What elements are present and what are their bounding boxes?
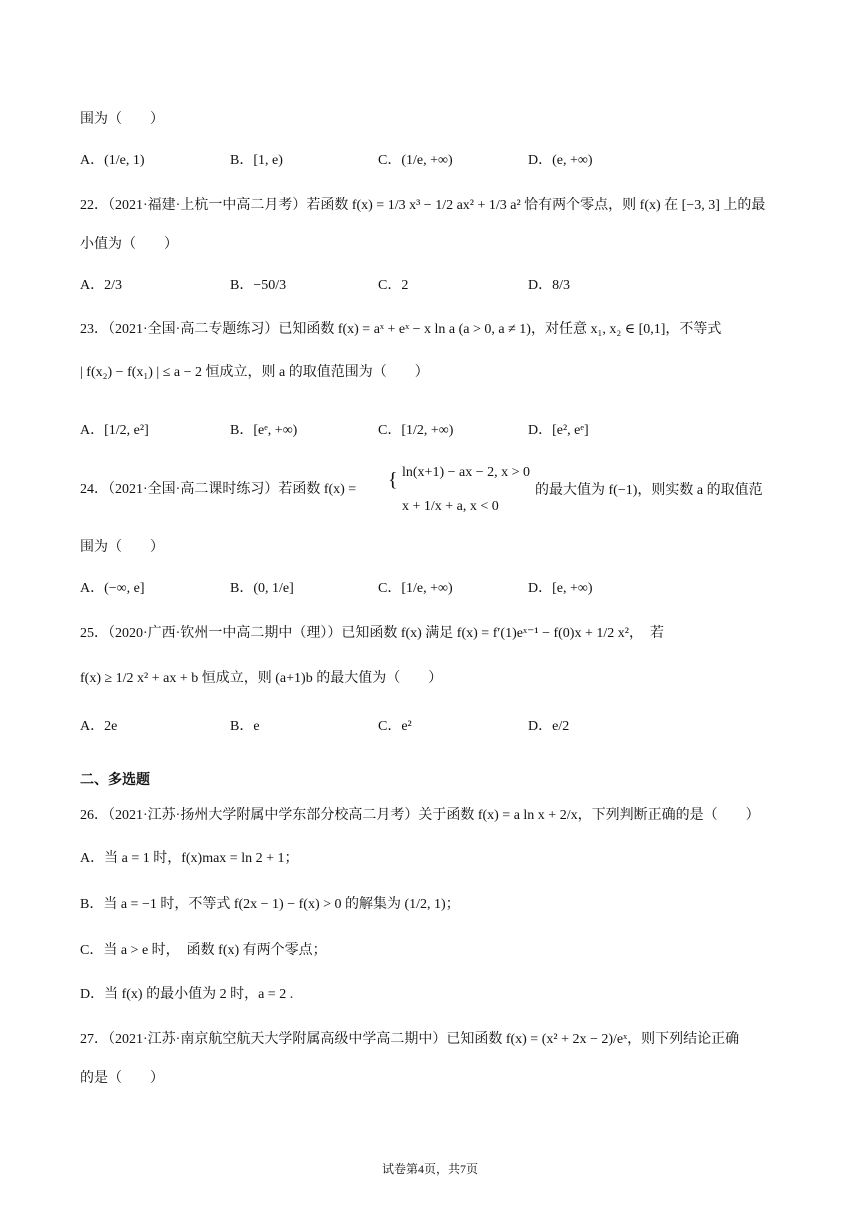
q25-option-b: B．e — [230, 719, 260, 734]
q24-option-c: C．[1/e, +∞) — [378, 581, 453, 596]
q23-option-d: D．[e², eᵉ] — [528, 423, 589, 438]
q21-continuation: 围为（ ） — [80, 112, 164, 127]
q22-option-c: C．2 — [378, 278, 409, 293]
q24-option-d: D．[e, +∞) — [528, 581, 593, 596]
q23-option-c: C．[1/2, +∞) — [378, 423, 454, 438]
q22-option-a: A．2/3 — [80, 278, 122, 293]
section-heading-multi-choice: 二、多选题 — [80, 773, 150, 788]
q24-option-b: B．(0, 1/e] — [230, 581, 294, 596]
q24-suffix: 的最大值为 f(−1)，则实数 a 的取值范 — [535, 483, 763, 498]
q22-option-d: D．8/3 — [528, 278, 570, 293]
q26-option-d: D．当 f(x) 的最小值为 2 时，a = 2 . — [80, 987, 294, 1002]
q22-option-b: B．−50/3 — [230, 278, 287, 293]
q25-stem-cont: f(x) ≥ 1/2 x² + ax + b 恒成立，则 (a+1)b 的最大值为（ ） — [80, 671, 443, 686]
q27-stem: 27．（2021·江苏·南京航空航天大学附属高级中学高二期中）已知函数 f(x) = (x² + 2x − 2)/eˣ，则下列结论正确 — [80, 1032, 740, 1047]
q21-option-a: A．(1/e, 1) — [80, 153, 145, 168]
q23-stem-cont: | f(x₂) − f(x₁) | ≤ a − 2 恒成立，则 a 的取值范围为（ ） — [80, 365, 429, 380]
q25-stem: 25．（2020·广西·钦州一中高二期中（理））已知函数 f(x) 满足 f(x) = f′(1)eˣ⁻¹ − f(0)x + 1/2 x²， 若 — [80, 626, 664, 641]
q24-stem — [80, 480, 356, 500]
q21-option-b: B．[1, e) — [230, 153, 283, 168]
q26-stem: 26．（2021·江苏·扬州大学附属中学东部分校高二月考）关于函数 f(x) = a ln x + 2/x，下列判断正确的是（ ） — [80, 808, 760, 823]
q23-stem: 23．（2021·全国·高二专题练习）已知函数 f(x) = aˣ + eˣ − x ln a (a > 0, a ≠ 1)，对任意 x₁, x₂ ∈ [0,1]，不等式 — [80, 322, 722, 337]
q24-option-a: A．(−∞, e] — [80, 581, 145, 596]
q23-option-a: A．[1/2, e²] — [80, 423, 149, 438]
q21-option-d: D．(e, +∞) — [528, 153, 593, 168]
q24-brace: { — [388, 469, 398, 491]
q24-case-2: x + 1/x + a, x < 0 — [402, 499, 499, 514]
q25-option-a: A．2e — [80, 719, 118, 734]
page-footer: 试卷第4页，共7页 — [381, 1162, 478, 1176]
q26-option-c: C．当 a > e 时， 函数 f(x) 有两个零点； — [80, 943, 327, 958]
q26-option-b: B．当 a = −1 时，不等式 f(2x − 1) − f(x) > 0 的解集为 (1/2, 1)； — [80, 897, 460, 912]
q24-prefix: 24．（2021·全国·高二课时练习）若函数 f(x) = — [80, 482, 357, 497]
q25-option-c: C．e² — [378, 719, 412, 734]
q22-stem-cont: 小值为（ ） — [80, 237, 178, 252]
q24-stem-cont: 围为（ ） — [80, 540, 164, 555]
q23-option-b: B．[eᵉ, +∞) — [230, 423, 298, 438]
q21-option-c: C．(1/e, +∞) — [378, 153, 453, 168]
q27-stem-cont: 的是（ ） — [80, 1071, 164, 1086]
q26-option-a: A．当 a = 1 时，f(x)max = ln 2 + 1； — [80, 851, 299, 866]
q24-case-1: ln(x+1) − ax − 2, x > 0 — [402, 465, 531, 480]
q25-option-d: D．e/2 — [528, 719, 570, 734]
q22-stem: 22．（2021·福建·上杭一中高二月考）若函数 f(x) = 1/3 x³ − 1/2 ax² + 1/3 a² 恰有两个零点，则 f(x) 在 [−3, 3] 上的最 — [80, 198, 766, 213]
